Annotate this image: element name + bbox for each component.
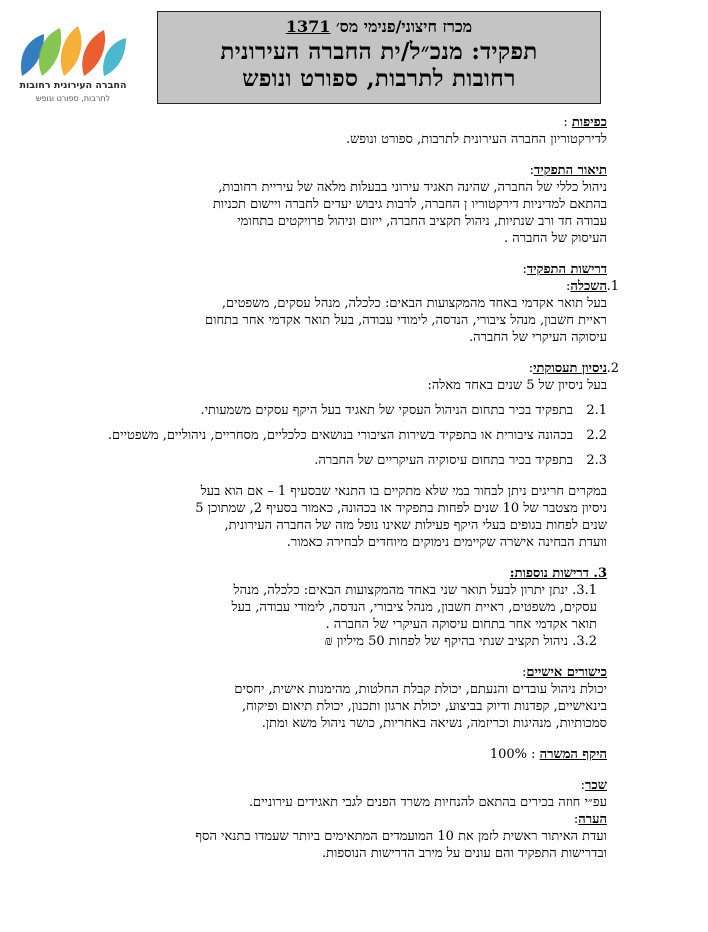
experience-item-text: בתפקיד בכיר בתחום הניהול העסקי של תאגיד בעל היקף עסקים משמעותי. xyxy=(200,403,573,418)
scope-title: היקף המשרה xyxy=(539,747,607,762)
experience-item-number: 2.2 xyxy=(586,428,607,443)
note-heading: הערה: xyxy=(573,812,607,827)
description-line: עבודה חד ורב שנתיות, ניהול תקציב החברה, ייזום וניהול פרויקטים בתחומי xyxy=(237,214,607,229)
experience-title: ניסיון תעסוקתי xyxy=(533,361,607,376)
experience-item-text: בכהונה ציבורית או בתפקיד בשירות הציבורי בנושאים כלכליים, מסחריים, ניהוליים, משפטיים. xyxy=(107,428,573,443)
org-title: רחובות לתרבות, ספורט ונופש xyxy=(242,65,516,92)
description-title: תיאור התפקיד xyxy=(533,163,607,178)
requirements-title: דרישות התפקיד xyxy=(526,262,607,277)
salary-heading: שכר: xyxy=(580,778,607,793)
exception-line: במקרים חריגים ניתן לבחור במי שלא מתקיים בו התנאי שבסעיף 1 – אם הוא בעל xyxy=(200,484,607,499)
education-line: בעל תואר אקדמי באחד מהמקצועות הבאים: כלכלה, מנהל עסקים, משפטים, xyxy=(221,296,607,311)
experience-item-text: בתפקיד בכיר בתחום עיסוקיה העיקריים של החברה. xyxy=(314,453,573,468)
additional-line: עסקים, משפטים, ראיית חשבון, מנהל ציבורי, הנדסה, לימודי עבודה, בעל xyxy=(231,600,597,615)
salary-title: שכר xyxy=(585,778,607,793)
personal-line: בינאישיים, קפדנות ודיוק בביצוע, יכולת ארגון ותכנון, יכולת תיאום ופיקוח, xyxy=(241,699,607,714)
education-number: 1. xyxy=(606,279,619,294)
additional-item-1 xyxy=(103,582,607,650)
role-title: תפקיד: מנכ״ל/ית החברה העירונית xyxy=(220,38,538,65)
scope-line: היקף המשרה : 100% xyxy=(489,747,607,762)
experience-item-number: 2.1 xyxy=(586,403,607,418)
experience-heading: 2. ניסיון תעסוקתי: xyxy=(528,361,619,376)
document-body xyxy=(103,114,619,862)
education-title: השכלה xyxy=(570,279,607,294)
company-logo xyxy=(12,26,134,118)
description-line: ניהול כללי של החברה, שהינה תאגיד עירוני בבעלות מלאה של עיריית רחובות, xyxy=(218,180,607,195)
additional-title: 3. דרישות נוספות: xyxy=(509,566,607,581)
experience-item xyxy=(103,402,607,419)
description-line: בהתאם למדיניות דירקטוריו ן החברה, לרבות גיבוש יעדים לחברה ויישום תכניות xyxy=(212,197,607,212)
requirements-heading: דרישות התפקיד: xyxy=(522,262,607,277)
note-line: ועדת האיתור ראשית לזמן את 10 המועמדים המתאימים ביותר שעמדו בתנאי הסף xyxy=(195,829,607,844)
education-heading: 1. השכלה: xyxy=(566,279,619,294)
scope-value: 100% xyxy=(489,747,527,762)
experience-item xyxy=(103,427,607,444)
description-line: העיסוק של החברה . xyxy=(503,231,607,246)
experience-intro: בעל ניסיון של 5 שנים באחד מאלה: xyxy=(427,378,607,393)
logo-petals-icon xyxy=(16,26,130,78)
experience-item-number: 2.3 xyxy=(586,453,607,468)
education-line: ראיית חשבון, מנהל ציבורי, הנדסה, לימודי עבודה, בעל תואר אקדמי אחר בתחום xyxy=(205,313,607,328)
tender-prefix: מכרז חיצוני/פנימי מס׳ xyxy=(335,17,473,36)
additional-line: תואר אקדמי אחר בתחום עיסוקה העיקרי של החברה . xyxy=(325,617,597,632)
additional-line: 3.1. ינתן יתרון לבעל תואר שני באחד מהמקצועות הבאים: כלכלה, מנהל xyxy=(233,583,597,598)
header-box xyxy=(157,11,601,104)
additional-item-2: 3.2. ניהול תקציב שנתי בהיקף של לפחות 50 מיליון ₪ xyxy=(324,634,597,649)
personal-heading: כישורים אישיים: xyxy=(521,665,607,680)
note-line: ובדרישות התפקיד והם עונים על מירב הדרישות הנוספות. xyxy=(321,846,607,861)
salary-text: עפ״י חוזה בכירים בהתאם להנחיות משרד הפנים לגבי תאגידים עירוניים. xyxy=(248,795,607,810)
exception-line: וועדת הבחינה אישרה שקיימים נימוקים מיוחדים לבחירה כאמור. xyxy=(286,535,607,550)
experience-item xyxy=(103,452,607,469)
personal-title: כישורים אישיים xyxy=(526,665,607,680)
exception-line: ניסיון מצטבר של 10 שנים לפחות בתפקיד או בכהונה, כאמור בסעיף 2, שמתוכן 5 xyxy=(195,501,607,516)
note-title: הערה xyxy=(578,812,607,827)
experience-number: 2. xyxy=(606,361,619,376)
subordination-heading: כפיפות : xyxy=(563,115,607,130)
subordination-title: כפיפות xyxy=(571,115,607,130)
personal-line: סמכותיות, מנהיגות וכריזמה, נשיאה באחריות, כושר ניהול משא ומתן. xyxy=(261,716,607,731)
logo-tagline: לתרבות, ספורט ונופש xyxy=(35,94,111,103)
logo-name: החברה העירונית רחובות xyxy=(19,80,127,91)
description-heading: תיאור התפקיד: xyxy=(529,163,607,178)
tender-line xyxy=(158,17,600,37)
education-line: עיסוקה העיקרי של החברה. xyxy=(468,330,607,345)
tender-number: 1371 xyxy=(285,17,331,36)
exception-line: שנים לפחות בגופים בעלי היקף פעילות שאינו נופל מזה של החברה העירונית, xyxy=(224,518,607,533)
subordination-text: לדירקטוריון החברה העירונית לתרבות, ספורט ונופש. xyxy=(345,132,607,147)
personal-line: יכולת ניהול עובדים והנעתם, יכולת קבלת החלטות, מהימנות אישית, יחסים xyxy=(234,682,607,697)
